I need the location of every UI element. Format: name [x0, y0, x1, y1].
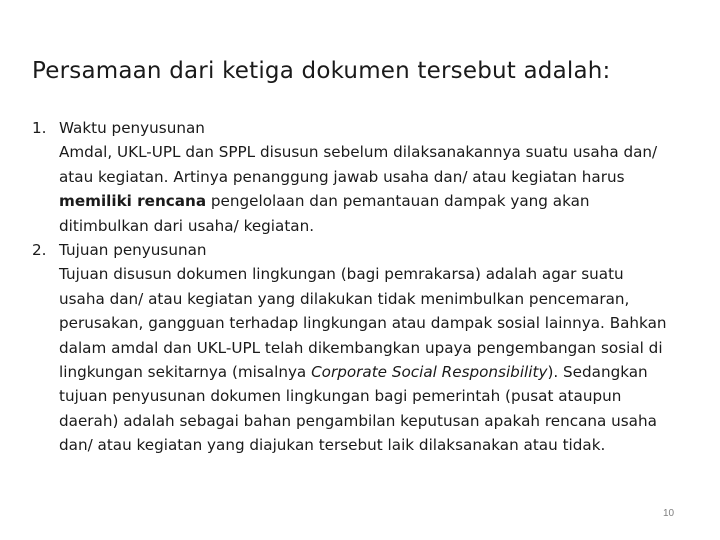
list-item-heading: Waktu penyusunan — [59, 119, 205, 137]
slide-title: Persamaan dari ketiga dokumen tersebut adalah: — [32, 58, 611, 84]
paragraph-line: memiliki rencana pengelolaan dan pemantauan dampak yang akan — [59, 192, 590, 211]
paragraph-line: tujuan penyusunan dokumen lingkungan bagi pemerintah (pusat ataupun — [59, 387, 622, 406]
list-item-number: 1. — [32, 119, 47, 137]
paragraph-line: perusakan, gangguan terhadap lingkungan atau dampak sosial lainnya. Bahkan — [59, 314, 667, 333]
bold-emphasis: memiliki rencana — [59, 192, 207, 211]
list-item — [32, 238, 692, 458]
numbered-list — [32, 116, 692, 458]
paragraph-line: dalam amdal dan UKL-UPL telah dikembangkan upaya pengembangan sosial di — [59, 338, 663, 357]
paragraph-line: usaha dan/ atau kegiatan yang dilakukan tidak menimbulkan pencemaran, — [59, 289, 630, 308]
page-number: 10 — [663, 508, 675, 519]
paragraph-line: Tujuan disusun dokumen lingkungan (bagi pemrakarsa) adalah agar suatu — [59, 265, 624, 284]
italic-emphasis: Corporate Social Responsibility — [311, 363, 548, 382]
list-item-heading: Tujuan penyusunan — [59, 241, 207, 260]
paragraph-line: daerah) adalah sebagai bahan pengambilan keputusan apakah rencana usaha — [59, 411, 657, 430]
list-item — [32, 116, 692, 238]
paragraph-line: lingkungan sekitarnya (misalnya Corporate Social Responsibility). Sedangkan — [59, 363, 648, 382]
paragraph-line: atau kegiatan. Artinya penanggung jawab usaha dan/ atau kegiatan harus — [59, 167, 625, 186]
list-item-number: 2. — [32, 241, 47, 260]
paragraph-line: dan/ atau kegiatan yang diajukan tersebut laik dilaksanakan atau tidak. — [59, 436, 606, 455]
paragraph-line: Amdal, UKL-UPL dan SPPL disusun sebelum dilaksanakannya suatu usaha dan/ — [59, 143, 658, 162]
paragraph-line: ditimbulkan dari usaha/ kegiatan. — [59, 216, 315, 235]
